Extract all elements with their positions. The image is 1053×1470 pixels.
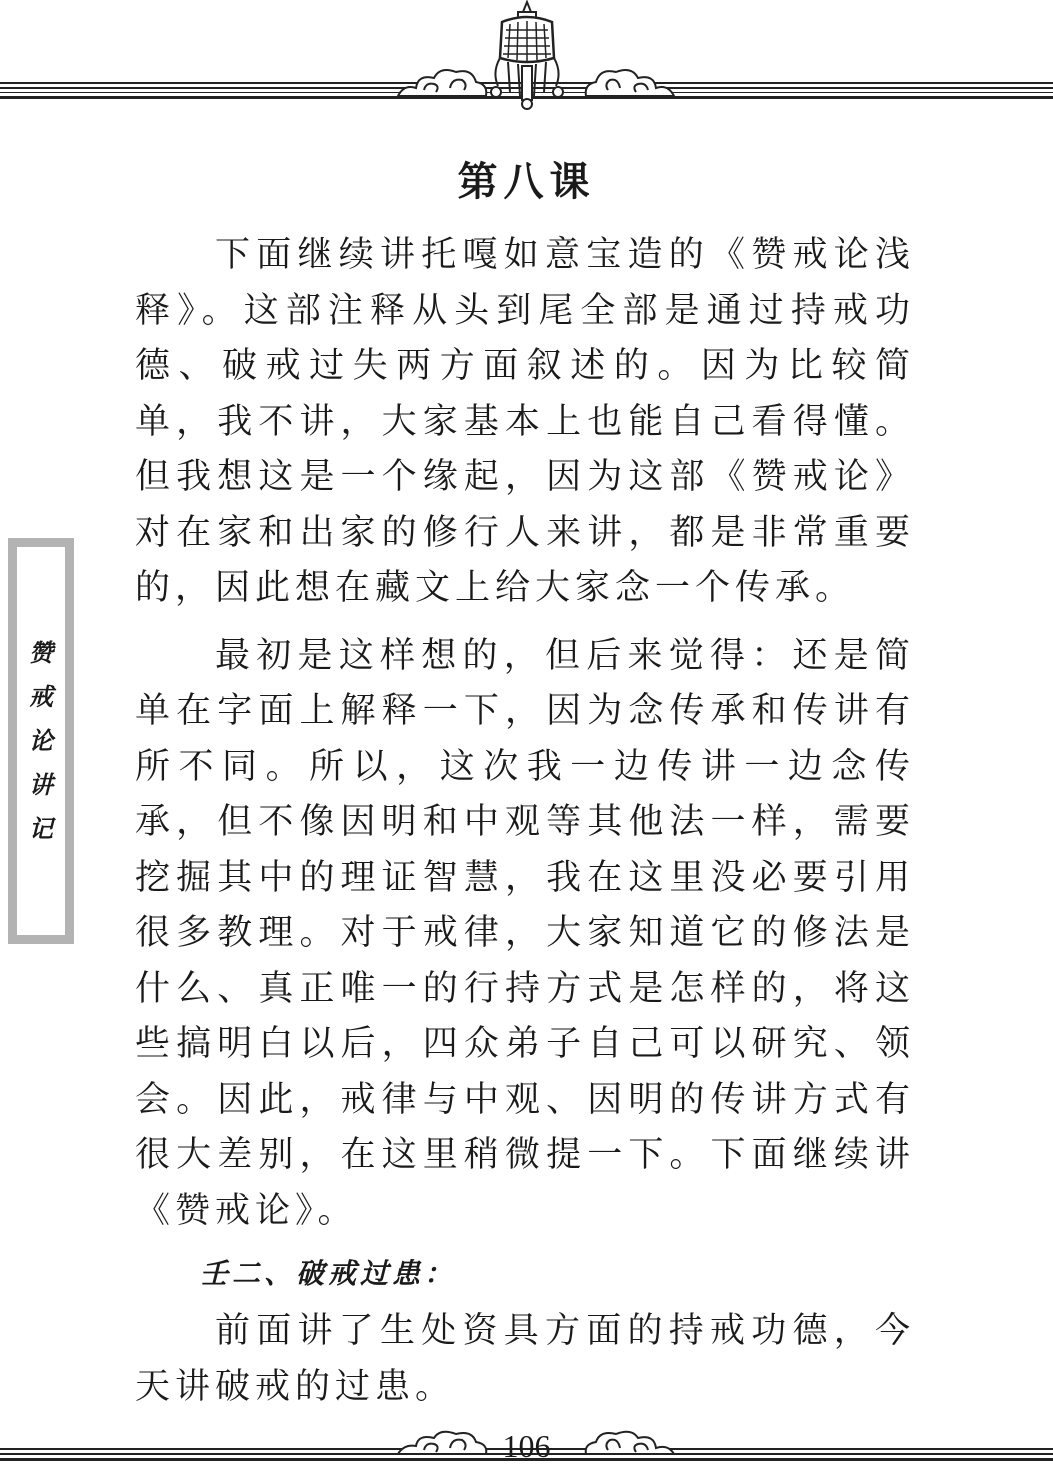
auspicious-cloud-icon xyxy=(582,62,678,100)
body-text xyxy=(135,228,915,1239)
paragraph: 下面继续讲托嘎如意宝造的《赞戒论浅释》。这部注释从头到尾全部是通过持戒功德、破戒过失两方面叙述的。因为比较简单，我不讲，大家基本上也能自己看得懂。但我想这是一个缘起，因为这部《赞戒论》对在家和出家的修行人来讲，都是非常重要的，因此想在藏文上给大家念一个传承。 xyxy=(135,235,915,608)
victory-banner-icon xyxy=(488,0,566,112)
side-tab-char: 讲 xyxy=(29,770,53,799)
side-tab-label xyxy=(17,547,65,935)
side-tab-char: 论 xyxy=(29,726,53,755)
paragraph: 最初是这样想的，但后来觉得：还是简单在字面上解释一下，因为念传承和传讲有所不同。所以，这次我一边传讲一边念传承，但不像因明和中观等其他法一样，需要挖掘其中的理证智慧，我在这里没必要引用很多教理。对于戒律，大家知道它的修法是什么、真正唯一的行持方式是怎样的，将这些搞明白以后，四众弟子自己可以研究、领会。因此，戒律与中观、因明的传讲方式有很大差别，在这里稍微提一下。下面继续讲《赞戒论》。 xyxy=(135,635,915,1231)
side-tab-char: 赞 xyxy=(29,638,53,667)
auspicious-cloud-icon xyxy=(394,62,490,100)
page-number: 106 xyxy=(502,1428,551,1464)
paragraph: 前面讲了生处资具方面的持戒功德，今天讲破戒的过患。 xyxy=(135,1311,915,1407)
section-heading: 壬二、破戒过患： xyxy=(200,1257,457,1290)
page-title: 第八课 xyxy=(457,158,596,205)
section-body xyxy=(135,1304,915,1415)
side-tab-char: 记 xyxy=(29,814,53,843)
side-tab-char: 戒 xyxy=(29,682,53,711)
side-tab xyxy=(8,538,74,944)
